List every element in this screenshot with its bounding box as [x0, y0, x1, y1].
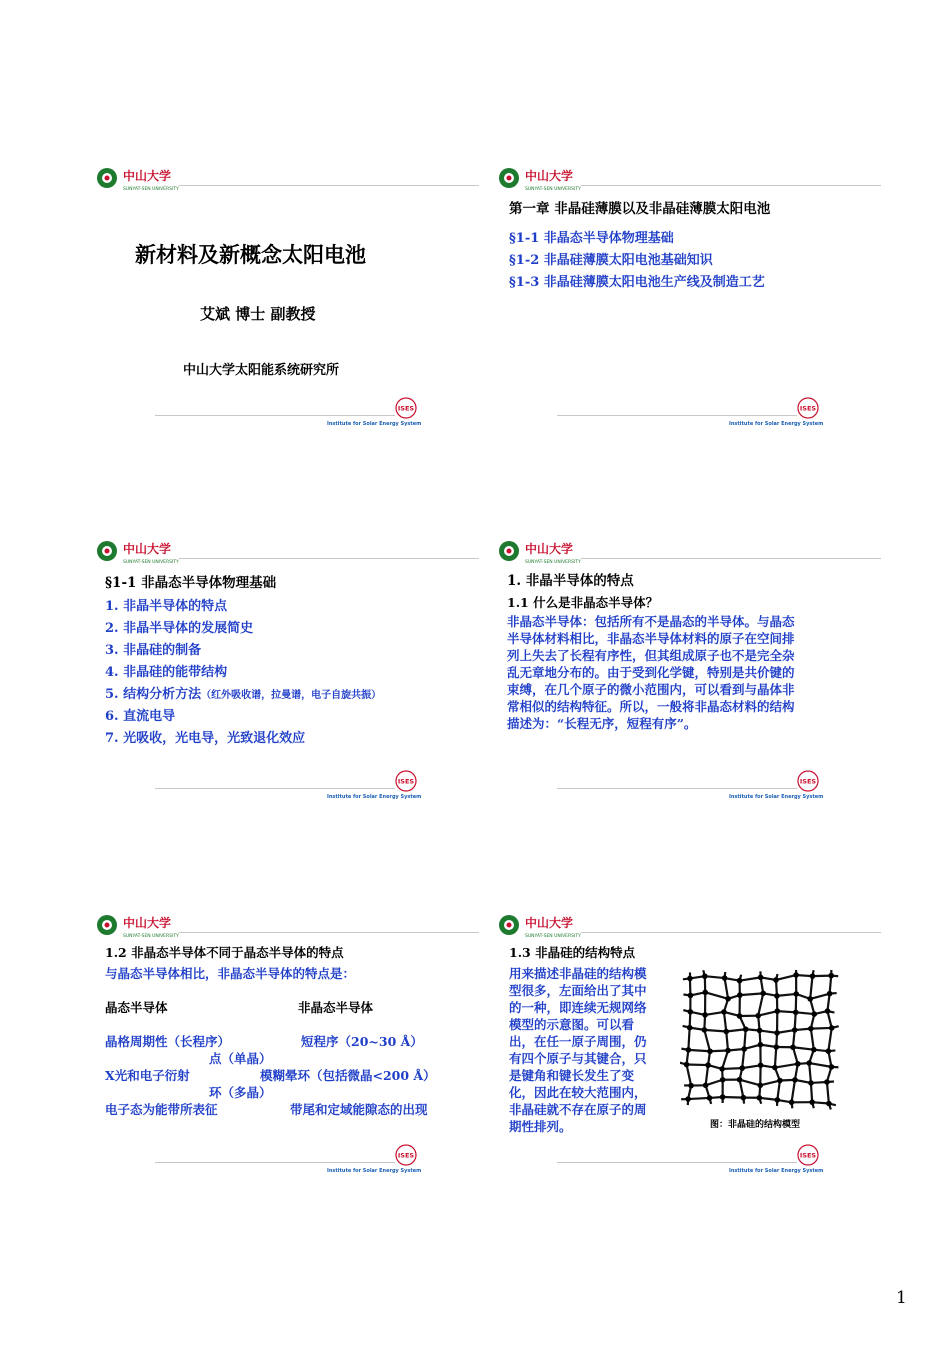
atom-node	[743, 1026, 749, 1032]
bond-line	[810, 994, 829, 999]
list-item: 6. 直流电导	[105, 709, 176, 724]
table-cell: X光和电子衍射	[105, 1068, 190, 1083]
bond-line	[688, 1098, 709, 1099]
atom-node	[721, 1009, 727, 1015]
bond-line	[740, 993, 763, 995]
atom-node	[777, 1078, 783, 1084]
atom-node	[773, 977, 779, 983]
svg-text:SUNYAT-SEN UNIVERSITY: SUNYAT-SEN UNIVERSITY	[123, 560, 179, 565]
bond-line	[793, 1047, 814, 1049]
paragraph-line: 是键角和键长发生了变	[509, 1068, 635, 1083]
atom-node	[755, 1013, 761, 1019]
slide-title: 1.3 非晶硅的结构特点	[509, 945, 636, 960]
atom-node	[826, 1048, 832, 1054]
slide-title: §1-1 非晶态半导体物理基础	[105, 575, 277, 591]
atom-node	[687, 976, 693, 982]
bond-line	[705, 976, 725, 978]
paragraph-line: 常相似的结构特征。所以，一般将非晶态材料的结构	[507, 699, 795, 714]
atom-node	[793, 1010, 799, 1016]
svg-text:中山大学: 中山大学	[525, 916, 574, 930]
atom-node	[719, 1066, 725, 1072]
bond-line	[705, 992, 728, 998]
svg-text:ISES: ISES	[799, 1151, 817, 1160]
column-header: 非晶态半导体	[298, 1000, 374, 1015]
atom-node	[684, 1062, 690, 1068]
svg-text:中山大学: 中山大学	[123, 542, 172, 556]
ises-logo-icon	[395, 397, 417, 419]
slide-3	[95, 538, 440, 803]
ises-logo-icon	[395, 1144, 417, 1166]
svg-text:ISES: ISES	[397, 777, 415, 786]
bond-line	[775, 1064, 798, 1068]
bond-line	[724, 1012, 726, 1032]
university-logo	[497, 912, 607, 940]
university-logo	[95, 912, 205, 940]
atom-node	[774, 1030, 780, 1036]
list-item: §1-1 非晶态半导体物理基础	[509, 231, 674, 246]
atom-node	[789, 1099, 795, 1105]
svg-text:ISES: ISES	[799, 777, 817, 786]
slide-5	[95, 912, 440, 1177]
atom-node	[723, 1029, 729, 1035]
university-logo	[497, 165, 607, 193]
bond-line	[777, 994, 796, 996]
atom-node	[757, 1083, 763, 1089]
atom-node	[775, 1097, 781, 1103]
institute-label: Institute for Solar Energy System	[729, 1168, 824, 1174]
atom-node	[809, 1099, 815, 1105]
bond-line	[688, 1050, 710, 1051]
bond-line	[722, 1051, 728, 1069]
paragraph-line: 非晶硅就不存在原子的周	[509, 1102, 647, 1117]
bond-line	[723, 1097, 744, 1098]
atom-node	[707, 1095, 713, 1101]
bond-line	[809, 1063, 811, 1083]
atom-node	[702, 990, 708, 996]
svg-text:SUNYAT-SEN UNIVERSITY: SUNYAT-SEN UNIVERSITY	[525, 560, 581, 565]
paragraph-line: 束缚，在几个原子的微小范围内，可以看到与晶体非	[507, 682, 795, 697]
svg-text:SUNYAT-SEN UNIVERSITY: SUNYAT-SEN UNIVERSITY	[123, 187, 179, 192]
atom-node	[806, 1060, 812, 1066]
atom-node	[826, 1101, 832, 1107]
atom-node	[773, 1044, 779, 1050]
atom-node	[772, 1065, 778, 1071]
header-rule	[581, 932, 881, 933]
bond-line	[809, 1063, 831, 1067]
atom-node	[741, 1095, 747, 1101]
atom-node	[811, 1047, 817, 1053]
slide-2	[497, 165, 842, 430]
institute-label: Institute for Solar Energy System	[327, 794, 422, 800]
bond-line	[740, 977, 761, 980]
footer-rule	[155, 788, 395, 789]
atom-node	[688, 1083, 694, 1089]
slide-title: 新材料及新概念太阳电池	[135, 242, 366, 267]
atom-node	[687, 1025, 693, 1031]
atom-node	[720, 1077, 726, 1083]
atom-node	[812, 1011, 818, 1017]
paragraph-line: 有四个原子与其键合，只	[509, 1051, 647, 1066]
atom-node	[792, 1077, 798, 1083]
atom-node	[737, 1077, 743, 1083]
atom-node	[792, 1027, 798, 1033]
atom-node	[685, 1096, 691, 1102]
slide-4	[497, 538, 842, 803]
atom-node	[688, 1009, 694, 1015]
table-cell: 点（单晶）	[209, 1051, 272, 1066]
figure-caption: 图：非晶硅的结构模型	[710, 1120, 801, 1130]
atom-node	[757, 1095, 763, 1101]
atom-node	[793, 991, 799, 997]
bond-line	[812, 976, 831, 977]
paragraph-line: 乱无章地分布的。由于受到化学键，特别是共价键的	[507, 665, 795, 680]
footer-rule	[557, 415, 797, 416]
bond-line	[775, 1047, 776, 1068]
paragraph-line: 型很多，左面给出了其中	[509, 983, 647, 998]
atom-node	[825, 1008, 831, 1014]
atom-node	[707, 1048, 713, 1054]
list-item: §1-3 非晶硅薄膜太阳电池生产线及制造工艺	[509, 275, 765, 290]
atom-node	[795, 1061, 801, 1067]
atom-node	[702, 973, 708, 979]
footer-rule	[155, 415, 395, 416]
header-rule	[179, 558, 479, 559]
bond-line	[776, 975, 796, 980]
bond-line	[811, 1029, 814, 1050]
bond-line	[740, 1080, 761, 1086]
svg-text:中山大学: 中山大学	[525, 542, 574, 556]
paragraph-line: 期性排列。	[509, 1119, 572, 1134]
list-item: 1. 非晶半导体的特点	[105, 599, 228, 614]
atom-node	[829, 1064, 835, 1070]
svg-text:中山大学: 中山大学	[123, 169, 172, 183]
table-cell: 短程序（20~30 Å）	[301, 1034, 423, 1049]
bond-line	[725, 978, 728, 999]
university-logo	[95, 165, 205, 193]
page-number: 1	[896, 1288, 907, 1308]
bond-line	[742, 1049, 744, 1068]
definition-paragraph	[507, 613, 842, 732]
footer-rule	[557, 788, 797, 789]
institute-label: Institute for Solar Energy System	[729, 421, 824, 427]
atom-node	[828, 973, 834, 979]
atom-node	[737, 1013, 743, 1019]
atom-node	[760, 991, 766, 997]
table-cell: 晶格周期性（长程序）	[105, 1034, 231, 1049]
slide-6	[497, 912, 842, 1177]
bond-line	[811, 1083, 812, 1102]
bond-line	[777, 1081, 780, 1100]
paragraph-line: 非晶态半导体：包括所有不是晶态的半导体。与晶态	[507, 614, 795, 629]
bond-line	[760, 1081, 780, 1086]
ises-logo-icon	[797, 1144, 819, 1166]
list-item-note: （红外吸收谱，拉曼谱，电子自旋共振）	[201, 690, 382, 701]
ises-logo-icon	[797, 397, 819, 419]
atom-node	[741, 1046, 747, 1052]
bond-line	[827, 1082, 829, 1104]
header-rule	[581, 558, 881, 559]
list-item	[105, 683, 381, 702]
atom-node	[725, 996, 731, 1002]
atom-node	[774, 1008, 780, 1014]
slide-1	[95, 165, 440, 430]
university-logo	[497, 538, 607, 566]
atom-node	[824, 1079, 830, 1085]
svg-text:ISES: ISES	[397, 1151, 415, 1160]
atom-node	[722, 975, 728, 981]
atom-node	[703, 1083, 709, 1089]
atom-node	[790, 1044, 796, 1050]
amorphous-silicon-network-model	[680, 970, 840, 1110]
list-item-label: 5. 结构分析方法	[105, 687, 202, 702]
atom-node	[688, 993, 694, 999]
bond-line	[796, 1012, 815, 1014]
column-header: 晶态半导体	[105, 1000, 168, 1015]
paragraph-line: 描述为：“长程无序，短程有序”。	[507, 716, 697, 731]
atom-node	[758, 1062, 764, 1068]
author: 艾斌 博士 副教授	[200, 305, 316, 323]
atom-node	[758, 975, 764, 981]
ises-logo-icon	[395, 770, 417, 792]
atom-node	[702, 1027, 708, 1033]
slide-subtitle: 1.1 什么是非晶态半导体？	[507, 595, 659, 610]
slide-title: 1. 非晶半导体的特点	[507, 573, 634, 589]
header-rule	[179, 185, 479, 186]
bond-line	[811, 1028, 832, 1029]
list-item: §1-2 非晶硅薄膜太阳电池基础知识	[509, 253, 713, 268]
bond-line	[722, 1068, 742, 1069]
bond-line	[704, 1030, 726, 1032]
atom-node	[705, 1062, 711, 1068]
atom-node	[774, 993, 780, 999]
svg-text:SUNYAT-SEN UNIVERSITY: SUNYAT-SEN UNIVERSITY	[525, 187, 581, 192]
bond-line	[706, 1065, 708, 1085]
footer-rule	[155, 1162, 395, 1163]
bond-line	[726, 1029, 745, 1031]
bond-line	[687, 1065, 692, 1086]
table-cell: 环（多晶）	[209, 1085, 272, 1100]
atom-node	[725, 1048, 731, 1054]
university-logo	[95, 538, 205, 566]
list-item: 3. 非晶硅的制备	[105, 643, 202, 658]
slide-title: 1.2 非晶态半导体不同于晶态半导体的特点	[105, 945, 344, 960]
paragraph-line: 出，在任一原子周围，仍	[509, 1034, 647, 1049]
paragraph-line: 列上失去了长程有序性，但其组成原子也不是完全杂	[507, 648, 795, 663]
bond-line	[810, 976, 812, 999]
bond-line	[688, 1028, 689, 1050]
bond-line	[828, 1028, 831, 1051]
bond-line	[744, 1029, 745, 1049]
intro-text: 与晶态半导体相比，非晶态半导体的特点是：	[105, 966, 356, 981]
atom-node	[793, 972, 799, 978]
institute-label: Institute for Solar Energy System	[327, 1168, 422, 1174]
atom-node	[757, 1028, 763, 1034]
bond-line	[726, 1032, 728, 1051]
slide-title: 第一章 非晶硅薄膜以及非晶硅薄膜太阳电池	[509, 201, 771, 217]
bond-line	[687, 1065, 709, 1066]
list-item: 4. 非晶硅的能带结构	[105, 665, 228, 680]
atom-node	[737, 992, 743, 998]
table-cell: 模糊晕环（包括微晶<200 Å）	[260, 1068, 436, 1083]
atom-node	[737, 978, 743, 984]
atom-node	[702, 1012, 708, 1018]
list-item: 7. 光吸收，光电导，光致退化效应	[105, 731, 306, 746]
atom-node	[829, 1025, 835, 1031]
table-cell: 带尾和定域能隙态的出现	[290, 1102, 428, 1117]
paragraph-line: 的一种，即连续无规网络	[509, 1000, 647, 1015]
paragraph-line: 化，因此在较大范围内，	[509, 1085, 647, 1100]
atom-node	[720, 1094, 726, 1100]
atom-node	[827, 991, 833, 997]
atom-node	[810, 973, 816, 979]
header-rule	[581, 185, 881, 186]
bond-line	[758, 993, 763, 1015]
paragraph-line: 半导体材料相比，非晶态半导体材料的原子在空间排	[507, 631, 795, 646]
paragraph-line: 用来描述非晶硅的结构模	[509, 966, 647, 981]
atom-node	[686, 1047, 692, 1053]
svg-text:ISES: ISES	[397, 404, 415, 413]
paragraph-line: 模型的示意图。可以看	[509, 1017, 635, 1032]
bond-line	[758, 1011, 777, 1016]
institute-label: Institute for Solar Energy System	[327, 421, 422, 427]
description-paragraph	[509, 965, 674, 1135]
svg-text:SUNYAT-SEN UNIVERSITY: SUNYAT-SEN UNIVERSITY	[525, 934, 581, 939]
header-rule	[179, 932, 479, 933]
svg-text:SUNYAT-SEN UNIVERSITY: SUNYAT-SEN UNIVERSITY	[123, 934, 179, 939]
atom-node	[739, 1065, 745, 1071]
bond-line	[704, 1030, 710, 1051]
list-item: 2. 非晶半导体的发展简史	[105, 621, 254, 636]
ises-logo-icon	[797, 770, 819, 792]
bond-line	[705, 1012, 724, 1015]
atom-node	[807, 996, 813, 1002]
atom-node	[808, 1080, 814, 1086]
svg-text:中山大学: 中山大学	[123, 916, 172, 930]
svg-text:中山大学: 中山大学	[525, 169, 574, 183]
organization: 中山大学太阳能系统研究所	[183, 363, 340, 378]
atom-node	[808, 1026, 814, 1032]
footer-rule	[557, 1162, 797, 1163]
atom-node	[758, 1042, 764, 1048]
institute-label: Institute for Solar Energy System	[729, 794, 824, 800]
bond-line	[792, 1080, 795, 1102]
table-cell: 电子态为能带所表征	[105, 1102, 218, 1117]
svg-text:ISES: ISES	[799, 404, 817, 413]
